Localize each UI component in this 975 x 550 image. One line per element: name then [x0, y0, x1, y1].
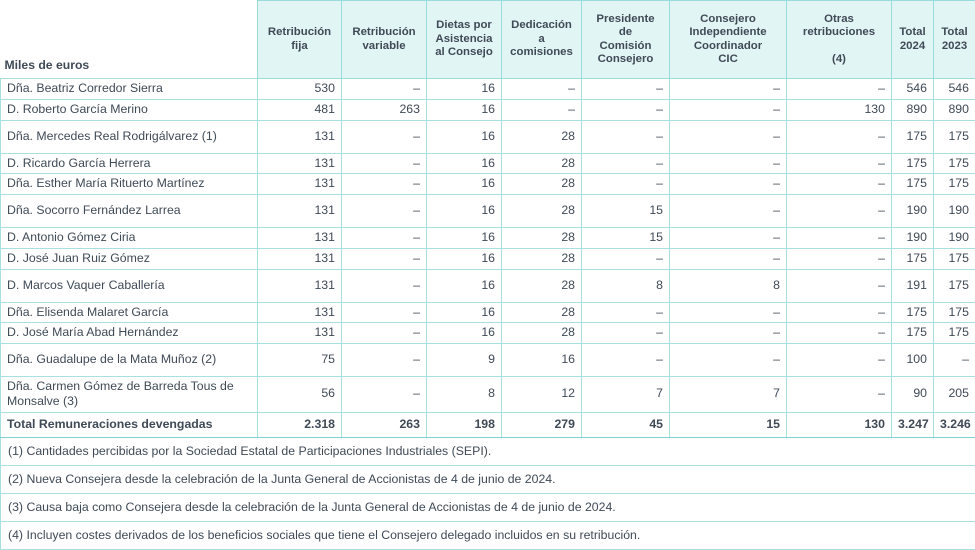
- cell-diet: 16: [427, 120, 502, 153]
- hdr-line: Total: [941, 26, 967, 38]
- table-row: [1, 99, 975, 120]
- cell-diet: 16: [427, 228, 502, 249]
- cell-t23: 546: [934, 79, 975, 100]
- cell-cic: –: [670, 344, 787, 377]
- hdr-line: Asistencia: [436, 33, 493, 45]
- cell-ded: 28: [502, 302, 582, 323]
- cell-cic: –: [670, 120, 787, 153]
- cell-t23: 175: [934, 323, 975, 344]
- cell-t24: 100: [892, 344, 934, 377]
- table-row: [1, 302, 975, 323]
- col-header-dietas-asistencia: [427, 1, 502, 79]
- cell-t23: –: [934, 344, 975, 377]
- unit-label: Miles de euros: [1, 1, 258, 79]
- hdr-line: comisiones: [510, 46, 573, 58]
- cell-diet: 16: [427, 79, 502, 100]
- cell-cic: –: [670, 323, 787, 344]
- cell-fija: 56: [258, 377, 342, 413]
- cell-otras: –: [787, 248, 892, 269]
- cell-ded: –: [502, 79, 582, 100]
- cell-t24: 175: [892, 174, 934, 195]
- cell-pres: 7: [582, 377, 670, 413]
- cell-pres: –: [582, 302, 670, 323]
- total-cell-pres: 45: [582, 412, 670, 437]
- cell-otras: –: [787, 195, 892, 228]
- cell-diet: 16: [427, 302, 502, 323]
- col-header-consejero-independiente-cic: [670, 1, 787, 79]
- cell-var: –: [342, 248, 427, 269]
- hdr-line: CIC: [718, 53, 738, 65]
- hdr-line: Comisión: [600, 40, 652, 52]
- cell-otras: –: [787, 79, 892, 100]
- table-header: [1, 1, 975, 79]
- col-header-retribucion-fija: [258, 1, 342, 79]
- row-director-name: Dña. Elisenda Malaret García: [1, 302, 258, 323]
- cell-cic: –: [670, 99, 787, 120]
- footnote-text: (1) Cantidades percibidas por la Sociedad Estatal de Participaciones Industriales (SEPI).: [1, 437, 975, 465]
- cell-t23: 190: [934, 195, 975, 228]
- cell-cic: –: [670, 174, 787, 195]
- cell-var: –: [342, 377, 427, 413]
- hdr-line: a: [538, 33, 544, 45]
- cell-t24: 175: [892, 153, 934, 174]
- hdr-line: Presidente: [596, 13, 654, 25]
- table-row: [1, 377, 975, 413]
- total-cell-ded: 279: [502, 412, 582, 437]
- table-footnotes: [1, 437, 975, 549]
- hdr-line: al Consejo: [435, 46, 493, 58]
- cell-ded: –: [502, 99, 582, 120]
- total-cell-otras: 130: [787, 412, 892, 437]
- cell-t23: 190: [934, 228, 975, 249]
- row-director-name: Dña. Guadalupe de la Mata Muñoz (2): [1, 344, 258, 377]
- cell-diet: 16: [427, 269, 502, 302]
- cell-pres: –: [582, 344, 670, 377]
- hdr-line: fija: [291, 40, 307, 52]
- total-cell-t23: 3.246: [934, 412, 975, 437]
- cell-otras: –: [787, 228, 892, 249]
- hdr-line: Dedicación: [511, 19, 572, 31]
- cell-var: –: [342, 302, 427, 323]
- cell-pres: –: [582, 79, 670, 100]
- row-director-name: D. Antonio Gómez Ciria: [1, 228, 258, 249]
- col-header-otras-retribuciones: [787, 1, 892, 79]
- row-director-name: Dña. Esther María Rituerto Martínez: [1, 174, 258, 195]
- row-director-name: D. José Juan Ruiz Gómez: [1, 248, 258, 269]
- cell-pres: –: [582, 248, 670, 269]
- cell-t23: 205: [934, 377, 975, 413]
- footnote-text: (2) Nueva Consejera desde la celebración de la Junta General de Accionistas de 4 de junio de 2024.: [1, 465, 975, 493]
- cell-t24: 546: [892, 79, 934, 100]
- table-row: [1, 153, 975, 174]
- cell-t24: 90: [892, 377, 934, 413]
- cell-t23: 175: [934, 174, 975, 195]
- cell-otras: –: [787, 153, 892, 174]
- hdr-line: retribuciones: [803, 26, 875, 38]
- cell-var: –: [342, 344, 427, 377]
- cell-diet: 8: [427, 377, 502, 413]
- footnote-row: [1, 521, 975, 549]
- hdr-line: Retribución: [352, 26, 415, 38]
- cell-otras: –: [787, 269, 892, 302]
- total-row-label: Total Remuneraciones devengadas: [1, 412, 258, 437]
- hdr-line: Retribución: [268, 26, 331, 38]
- cell-fija: 131: [258, 153, 342, 174]
- cell-t23: 175: [934, 248, 975, 269]
- cell-diet: 16: [427, 248, 502, 269]
- cell-fija: 131: [258, 120, 342, 153]
- hdr-line: Consejero: [598, 53, 654, 65]
- table-row: [1, 174, 975, 195]
- cell-pres: –: [582, 153, 670, 174]
- footnote-text: (3) Causa baja como Consejera desde la celebración de la Junta General de Accionistas de 4 de junio de 2024.: [1, 493, 975, 521]
- row-director-name: Dña. Mercedes Real Rodrigálvarez (1): [1, 120, 258, 153]
- row-director-name: Dña. Carmen Gómez de Barreda Tous de Monsalve (3): [1, 377, 258, 413]
- row-director-name: Dña. Beatriz Corredor Sierra: [1, 79, 258, 100]
- cell-fija: 131: [258, 195, 342, 228]
- cell-t24: 175: [892, 323, 934, 344]
- table-row: [1, 248, 975, 269]
- hdr-line: Otras: [824, 13, 854, 25]
- hdr-line: (4): [832, 53, 846, 65]
- cell-ded: 28: [502, 153, 582, 174]
- table-body: [1, 79, 975, 438]
- row-director-name: D. Ricardo García Herrera: [1, 153, 258, 174]
- total-cell-fija: 2.318: [258, 412, 342, 437]
- cell-t24: 190: [892, 195, 934, 228]
- cell-cic: –: [670, 153, 787, 174]
- cell-var: –: [342, 120, 427, 153]
- hdr-line: variable: [362, 40, 405, 52]
- cell-fija: 131: [258, 174, 342, 195]
- hdr-line: Dietas por: [436, 19, 492, 31]
- cell-fija: 131: [258, 228, 342, 249]
- cell-fija: 481: [258, 99, 342, 120]
- cell-ded: 16: [502, 344, 582, 377]
- hdr-line: Coordinador: [694, 40, 762, 52]
- cell-var: –: [342, 79, 427, 100]
- row-director-name: D. Marcos Vaquer Caballería: [1, 269, 258, 302]
- cell-pres: –: [582, 120, 670, 153]
- col-header-retribucion-variable: [342, 1, 427, 79]
- cell-var: –: [342, 323, 427, 344]
- cell-cic: –: [670, 79, 787, 100]
- col-header-dedicacion-comisiones: [502, 1, 582, 79]
- hdr-line: 2023: [942, 40, 967, 52]
- header-row: [1, 1, 975, 79]
- cell-otras: –: [787, 323, 892, 344]
- cell-fija: 75: [258, 344, 342, 377]
- cell-pres: 15: [582, 228, 670, 249]
- table-row: [1, 323, 975, 344]
- hdr-line: Total: [899, 26, 925, 38]
- cell-pres: 8: [582, 269, 670, 302]
- cell-ded: 28: [502, 269, 582, 302]
- cell-t23: 175: [934, 302, 975, 323]
- cell-var: –: [342, 153, 427, 174]
- cell-cic: –: [670, 228, 787, 249]
- cell-cic: 7: [670, 377, 787, 413]
- cell-cic: –: [670, 302, 787, 323]
- cell-fija: 131: [258, 323, 342, 344]
- footnote-row: [1, 437, 975, 465]
- cell-diet: 16: [427, 195, 502, 228]
- total-cell-t24: 3.247: [892, 412, 934, 437]
- footnote-row: [1, 493, 975, 521]
- cell-cic: 8: [670, 269, 787, 302]
- cell-t24: 890: [892, 99, 934, 120]
- cell-fija: 131: [258, 302, 342, 323]
- cell-otras: –: [787, 120, 892, 153]
- table-row: [1, 344, 975, 377]
- cell-pres: –: [582, 99, 670, 120]
- cell-fija: 131: [258, 269, 342, 302]
- cell-diet: 9: [427, 344, 502, 377]
- cell-var: –: [342, 195, 427, 228]
- cell-t24: 175: [892, 120, 934, 153]
- row-director-name: Dña. Socorro Fernández Larrea: [1, 195, 258, 228]
- cell-cic: –: [670, 195, 787, 228]
- cell-t24: 175: [892, 302, 934, 323]
- cell-t24: 190: [892, 228, 934, 249]
- cell-var: –: [342, 269, 427, 302]
- row-director-name: D. Roberto García Merino: [1, 99, 258, 120]
- cell-diet: 16: [427, 174, 502, 195]
- cell-ded: 12: [502, 377, 582, 413]
- cell-cic: –: [670, 248, 787, 269]
- cell-fija: 530: [258, 79, 342, 100]
- table-row: [1, 269, 975, 302]
- total-row: [1, 412, 975, 437]
- cell-otras: –: [787, 174, 892, 195]
- col-header-total-2024: [892, 1, 934, 79]
- total-cell-cic: 15: [670, 412, 787, 437]
- cell-ded: 28: [502, 120, 582, 153]
- cell-ded: 28: [502, 174, 582, 195]
- cell-otras: –: [787, 377, 892, 413]
- cell-pres: 15: [582, 195, 670, 228]
- col-header-presidente-comision: [582, 1, 670, 79]
- hdr-line: Independiente: [689, 26, 766, 38]
- table-row: [1, 120, 975, 153]
- footnote-text: (4) Incluyen costes derivados de los beneficios sociales que tiene el Consejero delegado incluidos en su retribución.: [1, 521, 975, 549]
- row-director-name: D. José María Abad Hernández: [1, 323, 258, 344]
- cell-fija: 131: [258, 248, 342, 269]
- cell-diet: 16: [427, 323, 502, 344]
- total-cell-var: 263: [342, 412, 427, 437]
- table-row: [1, 195, 975, 228]
- cell-t23: 175: [934, 153, 975, 174]
- hdr-line: Consejero: [700, 13, 756, 25]
- hdr-line: 2024: [900, 40, 925, 52]
- cell-var: 263: [342, 99, 427, 120]
- hdr-line: de: [619, 26, 632, 38]
- cell-diet: 16: [427, 99, 502, 120]
- cell-ded: 28: [502, 195, 582, 228]
- cell-t23: 175: [934, 120, 975, 153]
- cell-diet: 16: [427, 153, 502, 174]
- cell-otras: 130: [787, 99, 892, 120]
- cell-var: –: [342, 174, 427, 195]
- cell-ded: 28: [502, 228, 582, 249]
- cell-ded: 28: [502, 323, 582, 344]
- cell-t23: 890: [934, 99, 975, 120]
- footnote-row: [1, 465, 975, 493]
- total-cell-diet: 198: [427, 412, 502, 437]
- cell-t23: 175: [934, 269, 975, 302]
- col-header-total-2023: [934, 1, 975, 79]
- cell-otras: –: [787, 302, 892, 323]
- table-row: [1, 228, 975, 249]
- cell-var: –: [342, 228, 427, 249]
- cell-t24: 175: [892, 248, 934, 269]
- cell-otras: –: [787, 344, 892, 377]
- cell-t24: 191: [892, 269, 934, 302]
- table-row: [1, 79, 975, 100]
- cell-pres: –: [582, 323, 670, 344]
- cell-pres: –: [582, 174, 670, 195]
- cell-ded: 28: [502, 248, 582, 269]
